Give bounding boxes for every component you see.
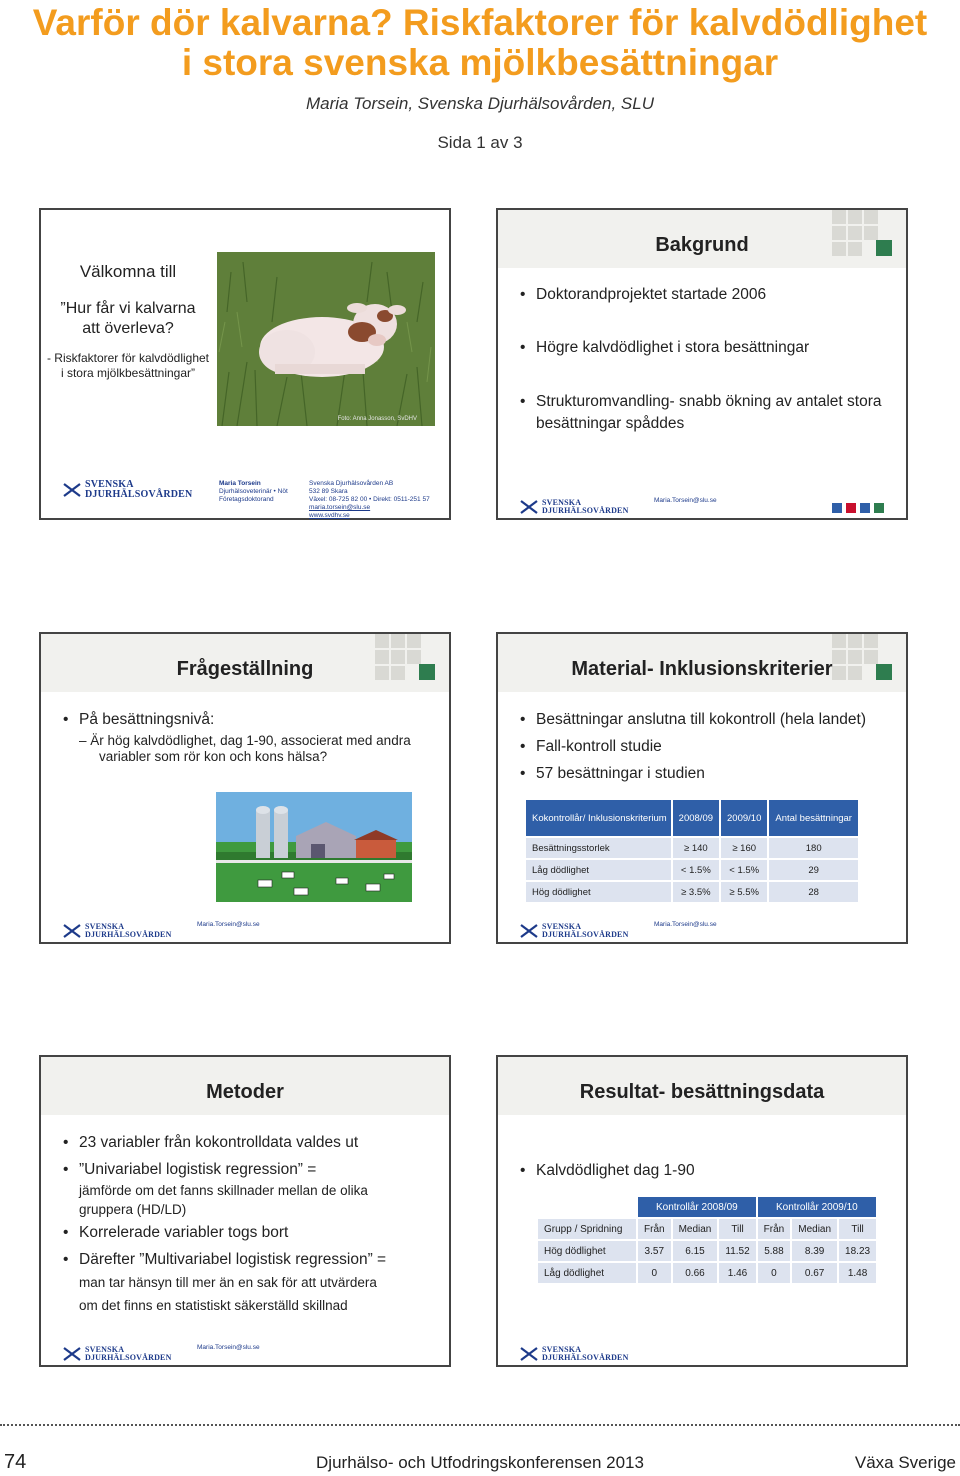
email-link[interactable]: Maria.Torsein@slu.se: [197, 1344, 260, 1351]
crossed-arrows-icon: [520, 500, 538, 514]
table-row: Besättningsstorlek ≥ 140 ≥ 160 180: [526, 838, 858, 858]
crossed-arrows-icon: [520, 924, 538, 938]
slide-material: [496, 632, 908, 944]
footer-page-number: 74: [4, 1451, 27, 1473]
calf-photo: [217, 252, 435, 426]
logo-line2: DJURHÄLSOVÅRDEN: [85, 1353, 172, 1362]
contact-role-1: Djurhälsoveterinär • Nöt: [219, 488, 288, 495]
document-title-line2: i stora svenska mjölkbesättningar: [181, 42, 779, 83]
slide-fragestallning: [39, 632, 451, 944]
slide-title: Material- Inklusionskriterier: [571, 658, 833, 680]
logo-line1: SVENSKA: [542, 498, 582, 507]
footer-conference: Djurhälso- och Utfodringskonferensen 2013: [316, 1453, 644, 1472]
svdhv-logo: [63, 480, 192, 500]
logo-line2: DJURHÄLSOVÅRDEN: [542, 1353, 629, 1362]
logo-line2: DJURHÄLSOVÅRDEN: [85, 930, 172, 939]
slide-title: Frågeställning: [176, 658, 314, 680]
footer-divider: [0, 1424, 960, 1426]
welcome-question-2: att överleva?: [82, 320, 174, 337]
bullet: • ”Univariabel logistisk regression” =: [61, 1160, 435, 1179]
email-link[interactable]: Maria.Torsein@slu.se: [197, 921, 260, 928]
table-header-cell: Antal besättningar: [769, 800, 858, 836]
group-header: Kontrollår 2009/10: [758, 1197, 876, 1217]
table-header-row: Grupp / Spridning Från Median Till Från Median Till: [538, 1219, 876, 1239]
logo-line2: DJURHÄLSOVÅRDEN: [85, 489, 193, 500]
bullet: • 23 variabler från kokontrolldata valdes ut: [61, 1133, 435, 1152]
inclusion-table: [524, 798, 860, 904]
crossed-arrows-icon: [520, 1347, 538, 1361]
logo-line1: SVENSKA: [85, 922, 125, 931]
page-indicator: Sida 1 av 3: [437, 133, 523, 152]
author-line: Maria Torsein, Svenska Djurhälsovården, SLU: [305, 94, 655, 113]
email-link[interactable]: Maria.Torsein@slu.se: [654, 921, 717, 928]
bullet: • Besättningar anslutna till kokontroll (hela landet): [518, 710, 892, 729]
logo-line1: SVENSKA: [85, 479, 134, 490]
table-row: Låg dödlighet 0 0.66 1.46 0 0.67 1.48: [538, 1263, 876, 1283]
contact-name: Maria Torsein: [219, 480, 261, 487]
footer-org: Växa Sverige: [854, 1453, 956, 1472]
table-header-cell: 2009/10: [721, 800, 767, 836]
org-address: 532 89 Skara: [309, 488, 348, 495]
bullet: • Därefter ”Multivariabel logistisk regression” =: [61, 1250, 435, 1269]
table-header-cell: Kokontrollår/ Inklusionskriterium: [526, 800, 671, 836]
bullet: • Högre kalvdödlighet i stora besättningar: [518, 338, 892, 357]
color-flags: [832, 503, 884, 513]
photo-credit: Foto: Anna Jonasson, SvDHV: [337, 416, 417, 422]
slide-resultat: [496, 1055, 908, 1367]
logo-line2: DJURHÄLSOVÅRDEN: [542, 930, 629, 939]
welcome-question-1: ”Hur får vi kalvarna: [60, 300, 196, 317]
logo-line1: SVENSKA: [542, 922, 582, 931]
org-web-link[interactable]: www.svdhv.se: [309, 512, 350, 519]
slide-title: Resultat- besättningsdata: [579, 1081, 825, 1103]
document-title-line1: Varför dör kalvarna? Riskfaktorer för kalvdödlighet: [32, 2, 928, 43]
svdhv-logo-small: [520, 499, 629, 515]
table-row: Hög dödlighet 3.57 6.15 11.52 5.88 8.39 18.23: [538, 1241, 876, 1261]
bullet-text: man tar hänsyn till mer än en sak för att utvärdera: [79, 1275, 377, 1290]
welcome-text: Välkomna till: [79, 262, 177, 281]
bullet: • Korrelerade variabler togs bort: [61, 1223, 435, 1242]
bullet-text: om det finns en statistiskt säkerställd skillnad: [79, 1298, 348, 1313]
welcome-sub-1: - Riskfaktorer för kalvdödlighet: [46, 351, 210, 365]
org-email-link[interactable]: maria.torsein@slu.se: [309, 504, 371, 511]
org-phone: Växel: 08-725 82 00 • Direkt: 0511-251 57: [309, 496, 430, 503]
crossed-arrows-icon: [63, 483, 81, 497]
table-row: Låg dödlighet < 1.5% < 1.5% 29: [526, 860, 858, 880]
slide-title: Metoder: [206, 1081, 284, 1103]
logo-line1: SVENSKA: [85, 1345, 125, 1354]
logo-line2: DJURHÄLSOVÅRDEN: [542, 506, 629, 515]
email-link[interactable]: Maria.Torsein@slu.se: [654, 497, 717, 504]
svdhv-logo-small: [63, 1346, 172, 1362]
slide-title: Bakgrund: [655, 234, 749, 256]
crossed-arrows-icon: [63, 924, 81, 938]
contact-role-2: Företagsdoktorand: [219, 496, 274, 503]
svdhv-logo-small: [520, 923, 629, 939]
slide-bakgrund: [496, 208, 908, 520]
results-table: [536, 1195, 878, 1285]
logo-line1: SVENSKA: [542, 1345, 582, 1354]
bullet: • Doktorandprojektet startade 2006: [518, 285, 892, 304]
bullet: • Fall-kontroll studie: [518, 737, 892, 756]
bullet: • Kalvdödlighet dag 1-90: [518, 1161, 892, 1180]
bullet: • Strukturomvandling- snabb ökning av antalet stora besättningar spåddes: [518, 391, 892, 435]
bullet: • 57 besättningar i studien: [518, 764, 892, 783]
group-header: Kontrollår 2008/09: [638, 1197, 756, 1217]
slide-welcome: [39, 208, 451, 520]
org-name: Svenska Djurhälsovården AB: [309, 480, 394, 487]
table-row: Hög dödlighet ≥ 3.5% ≥ 5.5% 28: [526, 882, 858, 902]
table-header-cell: 2008/09: [673, 800, 719, 836]
svdhv-logo-small: [520, 1346, 629, 1362]
svdhv-logo-small: [63, 923, 172, 939]
bullet-text: jämförde om det fanns skillnader mellan de olika gruppera (HD/LD): [79, 1183, 368, 1217]
sub-bullet: – Är hög kalvdödlighet, dag 1-90, associerat med andra variabler som rör kon och kons hälsa?: [79, 733, 411, 764]
bullet: • På besättningsnivå:: [61, 710, 435, 729]
crossed-arrows-icon: [63, 1347, 81, 1361]
welcome-sub-2: i stora mjölkbesättningar”: [60, 366, 196, 380]
slide-metoder: [39, 1055, 451, 1367]
farm-illustration: [216, 792, 412, 902]
